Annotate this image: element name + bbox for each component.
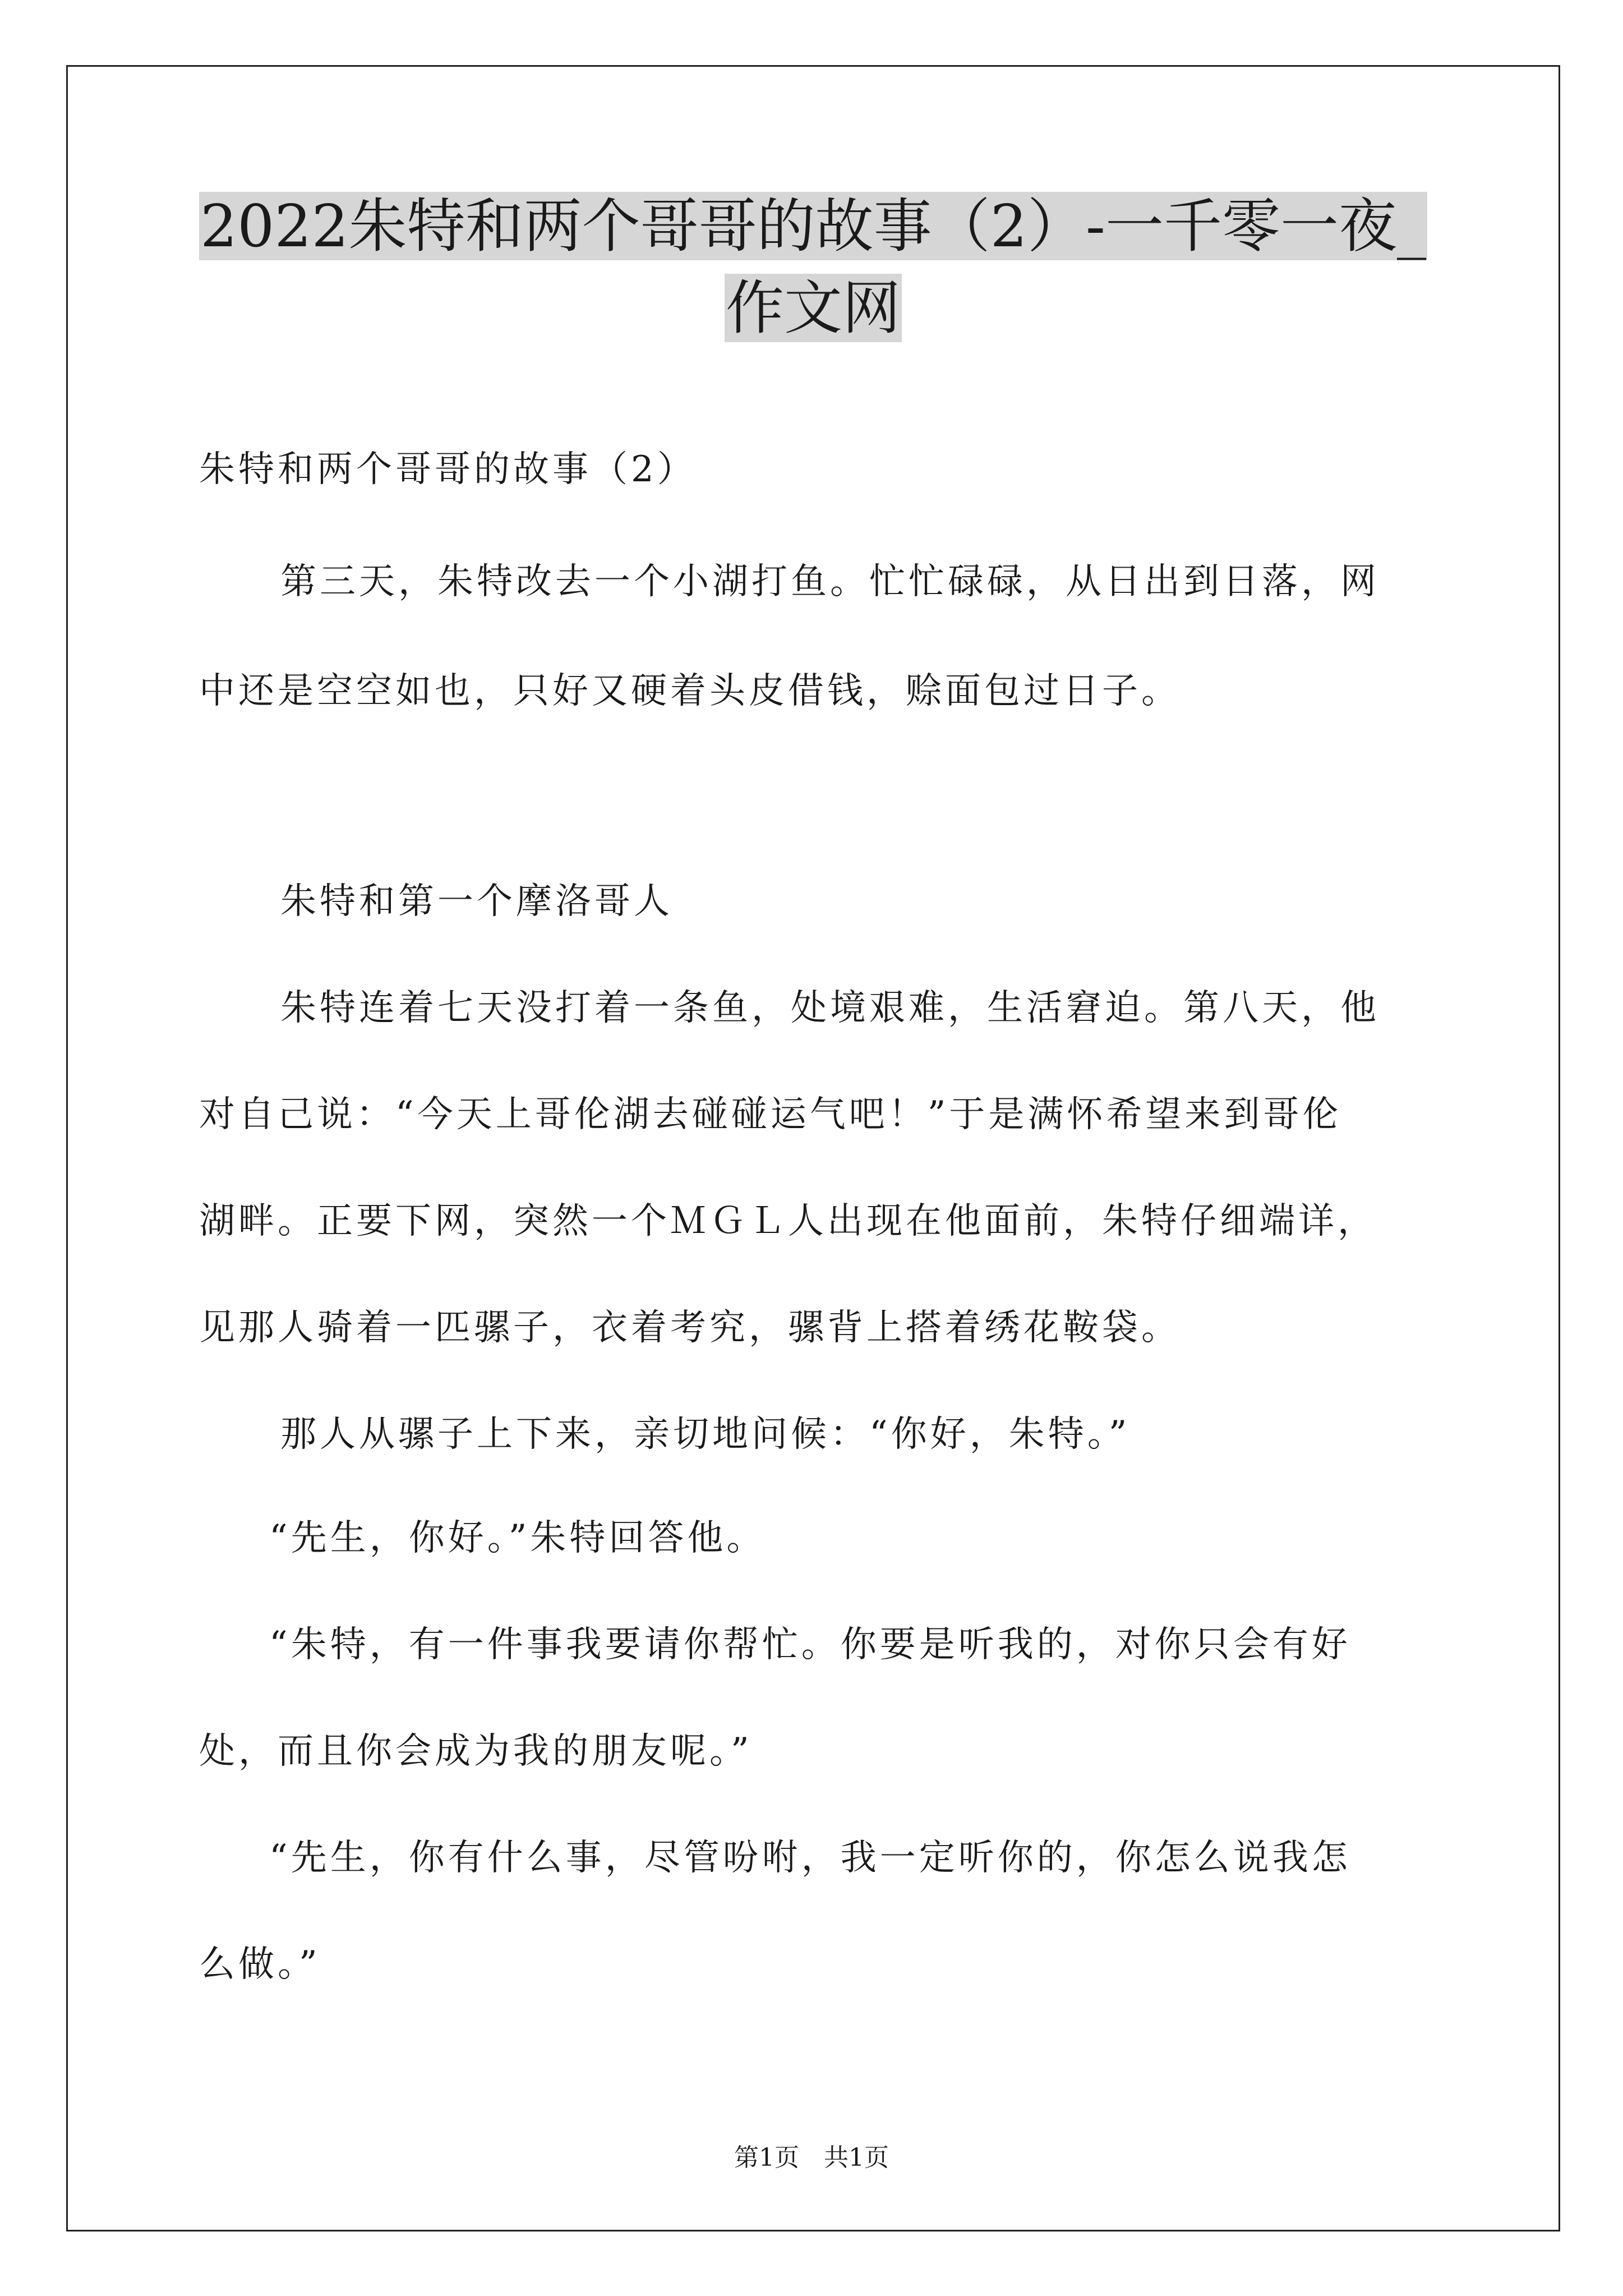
page-footer: 第1页 共1页 [734, 2143, 889, 2172]
title-line-1: 2022朱特和两个哥哥的故事（2）-一千零一夜_ [200, 192, 1426, 260]
title-line-2: 作文网 [725, 274, 901, 342]
paragraph-line: 那人从骡子上下来，亲切地问候：“你好，朱特。” [280, 1414, 1131, 1455]
paragraph-line: 中还是空空如也，只好又硬着头皮借钱，赊面包过日子。 [199, 670, 1181, 712]
subtitle: 朱特和两个哥哥的故事（2） [199, 449, 697, 490]
paragraph-line: 见那人骑着一匹骡子，衣着考究，骡背上搭着绣花鞍袋。 [199, 1307, 1181, 1349]
paragraph-line: 对自己说：“今天上哥伦湖去碰碰运气吧！”于是满怀希望来到哥伦 [199, 1094, 1342, 1135]
paragraph-line: “朱特，有一件事我要请你帮忙。你要是听我的，对你只会有好 [269, 1624, 1351, 1665]
paragraph-line: “先生，你有什么事，尽管吩咐，我一定听你的，你怎么说我怎 [269, 1837, 1351, 1879]
section-heading: 朱特和第一个摩洛哥人 [280, 881, 673, 922]
page-border [66, 65, 1560, 2231]
paragraph-line: 湖畔。正要下网，突然一个ＭＧＬ人出现在他面前，朱特仔细端详， [199, 1200, 1377, 1242]
document-title [163, 185, 1464, 349]
paragraph-line: 第三天，朱特改去一个小湖打鱼。忙忙碌碌，从日出到日落，网 [280, 561, 1380, 602]
paragraph-line: 处，而且你会成为我的朋友呢。” [199, 1731, 753, 1772]
paragraph-line: 么做。” [199, 1944, 321, 1985]
paragraph-line: 朱特连着七天没打着一条鱼，处境艰难，生活窘迫。第八天，他 [280, 987, 1380, 1029]
paragraph-line: “先生，你好。”朱特回答他。 [269, 1517, 766, 1559]
